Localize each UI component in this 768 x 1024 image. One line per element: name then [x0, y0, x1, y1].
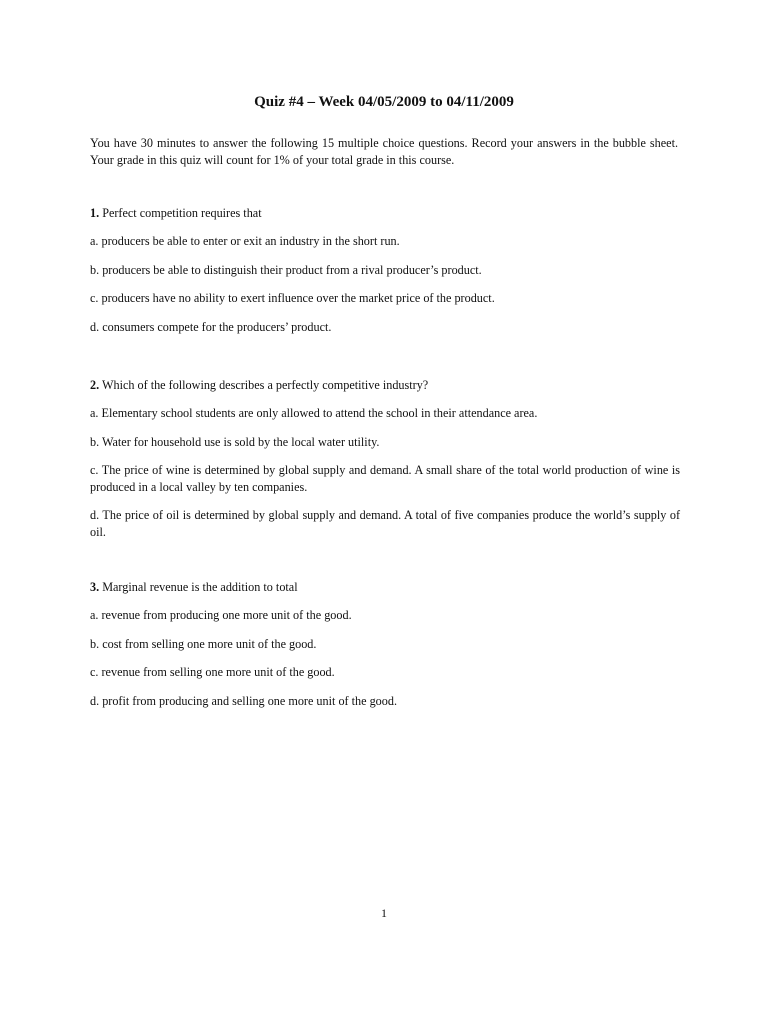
question-number: 3.: [90, 580, 100, 594]
answer-option-a: a. Elementary school students are only allowed to attend the school in their attendance area.: [90, 406, 538, 420]
question-1: [90, 205, 680, 347]
question-text: Marginal revenue is the addition to total: [102, 580, 298, 594]
answer-option-d: d. profit from producing and selling one more unit of the good.: [90, 693, 397, 708]
answer-option-b: b. Water for household use is sold by the local water utility.: [90, 434, 380, 449]
question-number: 1.: [90, 206, 100, 220]
answer-option-d: d. consumers compete for the producers’ product.: [90, 319, 332, 334]
question-text: Which of the following describes a perfectly competitive industry?: [101, 378, 429, 392]
answer-option-a: a. producers be able to enter or exit an industry in the short run.: [90, 234, 400, 248]
question-stem: [90, 205, 680, 221]
question-number: 2.: [90, 378, 100, 392]
page-number: 1: [381, 906, 387, 920]
answer-option-b: b. cost from selling one more unit of the good.: [90, 636, 317, 651]
quiz-instructions: You have 30 minutes to answer the following 15 multiple choice questions. Record your answers in the bubble sheet. Your grade in this quiz will count for 1% of your total grade in this course.: [90, 136, 678, 167]
answer-option-d: d. The price of oil is determined by global supply and demand. A total of five companies produce the world’s supply of oil.: [90, 508, 680, 539]
question-text: Perfect competition requires that: [102, 206, 262, 220]
question-2: [90, 377, 680, 552]
question-3: [90, 579, 680, 721]
answer-option-b: b. producers be able to distinguish their product from a rival producer’s product.: [90, 262, 482, 277]
answer-option-c: c. producers have no ability to exert influence over the market price of the product.: [90, 291, 495, 305]
answer-option-c: c. The price of wine is determined by global supply and demand. A small share of the total world production of wine is produced in a local valley by ten companies.: [90, 463, 680, 494]
answer-option-a: a. revenue from producing one more unit of the good.: [90, 608, 352, 622]
question-stem: [90, 579, 680, 595]
answer-option-c: c. revenue from selling one more unit of the good.: [90, 665, 335, 679]
question-stem: [90, 377, 680, 393]
quiz-title: Quiz #4 – Week 04/05/2009 to 04/11/2009: [254, 94, 514, 110]
